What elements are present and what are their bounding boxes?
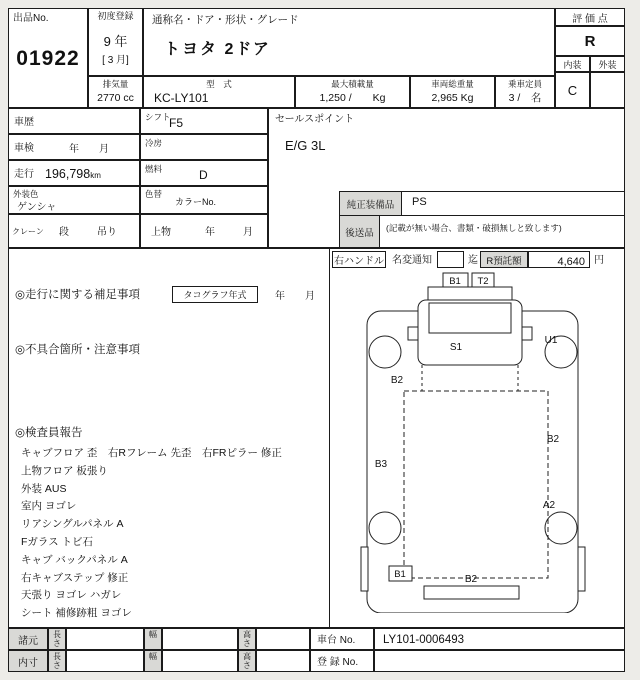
fuel-label: 燃料: [145, 164, 163, 174]
fuel-value: D: [199, 168, 208, 182]
mileage-value-wrap: [45, 168, 101, 182]
rear-bumper: [424, 586, 519, 599]
first-registration-label: 初度登録: [97, 11, 134, 21]
crane-cell: [8, 214, 140, 248]
displacement-cell: [88, 76, 143, 108]
model-code-cell: [143, 76, 295, 108]
right-mirror: [522, 327, 532, 340]
max-load-cell: [295, 76, 410, 108]
gross-weight-label: 車両総重量: [431, 79, 474, 89]
color-change-cell: [140, 186, 268, 214]
tachograph-value: 年 月: [275, 291, 315, 302]
defects-title: ◎不具合箇所・注意事項: [15, 344, 141, 356]
report-line: シート 補修跡粗 ヨゴレ: [21, 607, 132, 620]
displacement-value: 2770 cc: [97, 92, 134, 104]
later-items-row: [339, 215, 624, 247]
displacement-label: 排気量: [102, 79, 129, 89]
inspector-report: [21, 445, 282, 623]
crane-tsuri: 吊り: [97, 227, 117, 238]
mileage-cell: [8, 160, 140, 186]
fuel-cell: [140, 160, 268, 186]
capacity-value: 3 / 名: [508, 92, 542, 104]
body-label: 上物: [151, 227, 171, 238]
diagram-panel: [330, 248, 625, 628]
deposit-value: 4,640: [557, 256, 585, 268]
inspection-label: 車検: [14, 143, 34, 154]
windshield: [429, 303, 511, 333]
marker-front-b1: B1: [449, 276, 461, 287]
exterior-label: 外装: [590, 56, 625, 72]
marker-s1: S1: [449, 342, 463, 353]
grade-label: 評 価 点: [555, 8, 625, 26]
marker-b2-front-left: B2: [390, 375, 404, 386]
specs-height-value: [256, 628, 310, 650]
history-label: 車歴: [14, 117, 34, 128]
exterior-color-label: 外装色: [13, 189, 39, 199]
max-load-label: 最大積載量: [331, 79, 374, 89]
gross-weight-cell: [410, 76, 495, 108]
report-line: キャブフロア 歪 右Rフレーム 先歪 右FRピラー 修正: [21, 447, 282, 459]
first-registration-month: [ 3 月]: [102, 55, 129, 66]
name-change-label: 名変通知: [392, 255, 432, 266]
rear-left-wheel: [369, 512, 401, 544]
body-cell: [140, 214, 268, 248]
marker-a2: A2: [542, 500, 556, 511]
crane-dan: 段: [59, 227, 69, 238]
front-bumper: [428, 287, 512, 300]
tachograph-label: タコグラフ年式: [172, 286, 258, 303]
marker-rear-b2: B2: [464, 574, 478, 585]
first-registration-year: 9 年: [103, 34, 128, 49]
report-line: 右キャブステップ 修正: [21, 571, 129, 584]
deposit-box: [528, 251, 590, 268]
mileage-note-title: ◎走行に関する補足事項: [15, 289, 141, 301]
inner-height-value: [256, 650, 310, 672]
marker-u1: U1: [544, 335, 558, 346]
inner-height-label: 高さ: [238, 650, 256, 672]
equipment-row: [339, 191, 624, 215]
front-left-wheel: [369, 336, 401, 368]
marker-front-t2: T2: [477, 276, 489, 287]
vehicle-name-label: 通称名・ドア・形状・グレード: [152, 14, 299, 26]
specs-length-value: [66, 628, 144, 650]
model-code-value: KC-LY101: [154, 91, 209, 105]
color-no-label: カラーNo.: [175, 197, 217, 207]
mileage-label: 走行: [14, 169, 34, 180]
model-code-label: 型 式: [206, 79, 232, 89]
chassis-value-cell: [374, 628, 625, 650]
sales-point-label: セールスポイント: [275, 114, 355, 125]
exterior-color-cell: [8, 186, 140, 214]
notes-panel: [8, 248, 330, 628]
vehicle-diagram: [332, 271, 623, 613]
shift-value: F5: [169, 116, 184, 130]
rear-right-wheel: [545, 512, 577, 544]
max-load-value: 1,250 / Kg: [319, 92, 386, 104]
vehicle-name-cell: [143, 8, 555, 76]
capacity-cell: [495, 76, 555, 108]
inspector-report-title: ◎検査員報告: [15, 427, 83, 439]
exterior-color-value: ゲンシャ: [17, 202, 57, 213]
inner-width-label: 幅: [144, 650, 162, 672]
crane-label: クレーン: [12, 227, 44, 236]
inspection-value: 年 月: [69, 144, 109, 155]
later-items-note: (記載が無い場合、書類・破損無しと致します): [386, 223, 562, 233]
marker-rear-b1: B1: [394, 569, 406, 580]
left-mirror: [408, 327, 418, 340]
vehicle-name: トヨタ 2ドア: [164, 41, 271, 58]
color-change-label: 色替: [145, 189, 163, 199]
right-side-guard: [578, 547, 585, 591]
sales-point-cell: [268, 108, 625, 248]
registration-value-cell: [374, 650, 625, 672]
inner-length-label: 長さ: [48, 650, 66, 672]
mileage-unit: km: [90, 171, 101, 180]
body-year: 年: [205, 227, 215, 238]
specs-row-label: 諸元: [8, 628, 48, 650]
lot-label: 出品No.: [13, 13, 49, 24]
later-items-label: 後送品: [340, 216, 380, 247]
report-line: 外装 AUS: [21, 482, 67, 495]
report-line: 室内 ヨゴレ: [21, 500, 77, 513]
yen-label: 円: [594, 255, 604, 266]
inspection-cell: [8, 134, 140, 160]
interior-grade-value: C: [555, 72, 590, 108]
inner-row-label: 内寸: [8, 650, 48, 672]
ac-cell: [140, 134, 268, 160]
name-change-box: [437, 251, 464, 268]
shift-cell: [140, 108, 268, 134]
inner-length-value: [66, 650, 144, 672]
report-line: 上物フロア 板張り: [21, 464, 108, 477]
body-month: 月: [243, 227, 253, 238]
until-label: 迄: [468, 255, 478, 266]
marker-b2-right: B2: [546, 434, 560, 445]
gross-weight-value: 2,965 Kg: [431, 92, 474, 104]
specs-height-label: 高さ: [238, 628, 256, 650]
grade-value: R: [555, 26, 625, 56]
inner-width-value: [162, 650, 238, 672]
ac-label: 冷房: [145, 138, 163, 148]
specs-length-label: 長さ: [48, 628, 66, 650]
marker-b3: B3: [374, 459, 388, 470]
report-line: キャブ バックパネル A: [21, 553, 128, 566]
specs-width-value: [162, 628, 238, 650]
chassis-label-cell: [310, 628, 374, 650]
shift-label: シフト: [145, 112, 171, 122]
report-line: リアシングルパネル A: [21, 518, 124, 531]
lot-cell: [8, 8, 88, 108]
mileage-value: 196,798: [45, 167, 91, 181]
equipment-value: PS: [412, 196, 427, 208]
handle-label: 右ハンドル: [332, 251, 386, 268]
history-cell: [8, 108, 140, 134]
registration-label: 登 録 No.: [317, 657, 359, 668]
equipment-label: 純正装備品: [340, 192, 402, 215]
registration-label-cell: [310, 650, 374, 672]
chassis-number: LY101-0006493: [383, 634, 464, 646]
first-registration-cell: [88, 8, 143, 76]
chassis-label: 車台 No.: [317, 635, 356, 646]
report-line: Fガラス トビ石: [21, 535, 94, 548]
interior-label: 内装: [555, 56, 590, 72]
left-side-guard: [361, 547, 368, 591]
lot-number: 01922: [16, 47, 80, 70]
exterior-grade-value: [590, 72, 625, 108]
sales-point-value: E/G 3L: [285, 138, 326, 153]
specs-width-label: 幅: [144, 628, 162, 650]
deposit-label: R預託額: [480, 251, 528, 268]
capacity-label: 乗車定員: [507, 79, 542, 89]
report-line: 天張り ヨゴレ ハガレ: [21, 589, 122, 602]
